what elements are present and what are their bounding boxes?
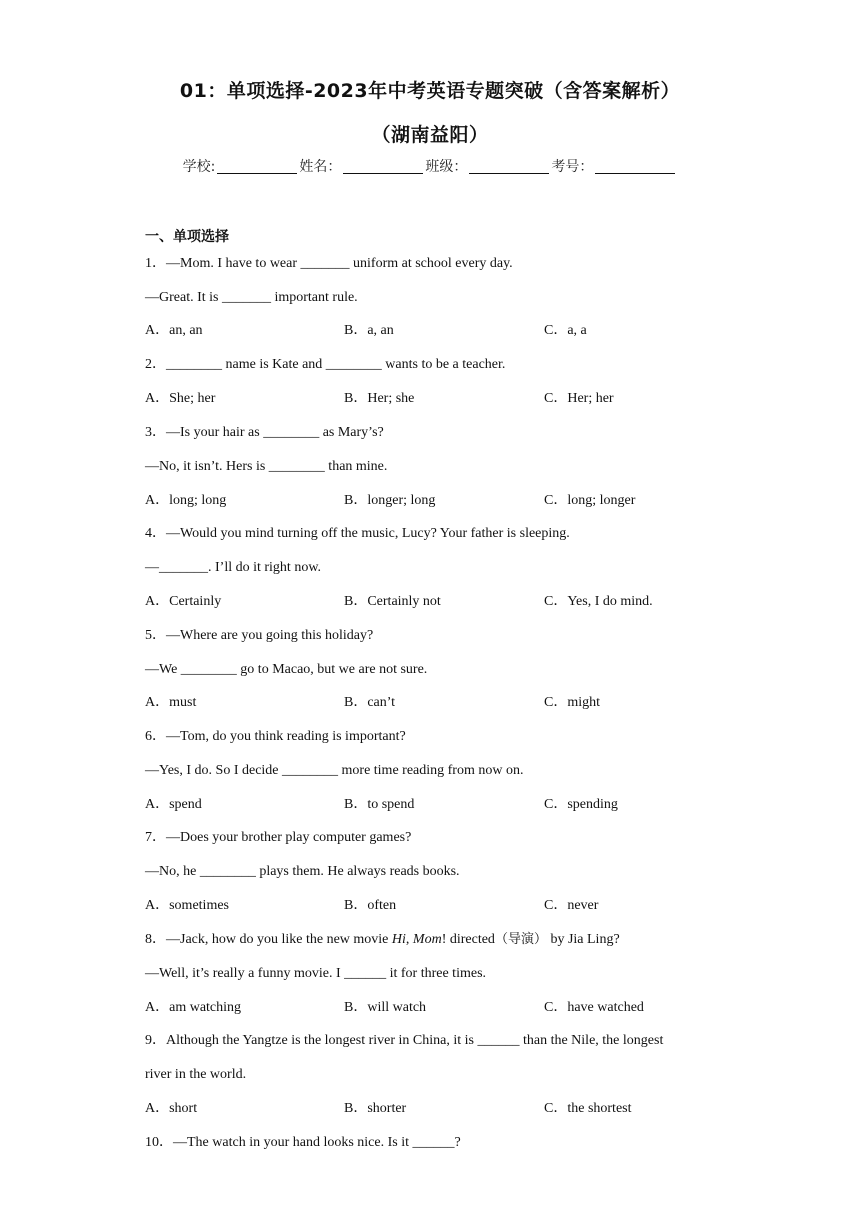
exam-no-label: 考号： [551, 159, 594, 175]
question-line: 1．—Mom. I have to wear _______ uniform at school every day. [145, 256, 513, 271]
option-a: A．sometimes [145, 898, 229, 913]
question-line: 9．Although the Yangtze is the longest river in China, it is ______ than the Nile, the longest [145, 1033, 664, 1048]
question-line: 7．—Does your brother play computer games? [145, 830, 412, 845]
movie-title-part: Mom [412, 932, 442, 947]
section-title: 一、单项选择 [145, 229, 229, 245]
option-c: C．a, a [544, 323, 587, 338]
option-b: B．a, an [344, 323, 394, 338]
option-b: B．often [344, 898, 397, 913]
question-line: —Great. It is _______ important rule. [145, 290, 358, 305]
option-c: C．Yes, I do mind. [544, 594, 653, 609]
page-subtitle: （湖南益阳） [371, 124, 489, 146]
option-c: C．the shortest [544, 1101, 632, 1116]
option-b: B．can’t [344, 695, 396, 710]
option-b: B．Her; she [344, 391, 415, 406]
school-label: 学校: [182, 159, 216, 175]
option-a: A．spend [145, 797, 202, 812]
q8-text-end: by Jia Ling? [546, 932, 620, 947]
exam-no-blank [595, 159, 675, 174]
class-label: 班级： [425, 159, 468, 175]
student-info-row [0, 156, 860, 176]
question-line: 2．________ name is Kate and ________ wants to be a teacher. [145, 357, 506, 372]
option-c: C．Her; her [544, 391, 614, 406]
option-b: B．Certainly not [344, 594, 441, 609]
option-a: A．She; her [145, 391, 216, 406]
question-line: 6．—Tom, do you think reading is important? [145, 729, 406, 744]
option-b: B．longer; long [344, 493, 436, 508]
option-a: A．Certainly [145, 594, 222, 609]
q8-note: （导演） [494, 932, 547, 947]
movie-title-part: Hi [391, 932, 406, 947]
option-c: C．long; longer [544, 493, 636, 508]
option-a: A．am watching [145, 1000, 242, 1015]
option-a: A．short [145, 1101, 198, 1116]
page-title: 01：单项选择-2023年中考英语专题突破（含答案解析） [179, 80, 681, 102]
option-c: C．might [544, 695, 601, 710]
question-line: 10．—The watch in your hand looks nice. Is it ______? [145, 1135, 461, 1150]
q8-text-before: 8．—Jack, how do you like the new movie [145, 932, 392, 947]
q8-text-after: ! directed [441, 932, 495, 947]
name-blank [343, 159, 423, 174]
option-c: C．spending [544, 797, 618, 812]
question-line: 5．—Where are you going this holiday? [145, 628, 374, 643]
option-a: A．long; long [145, 493, 227, 508]
option-b: B．shorter [344, 1101, 407, 1116]
option-b: B．to spend [344, 797, 415, 812]
question-line: —_______. I’ll do it right now. [145, 560, 322, 575]
option-a: A．an, an [145, 323, 203, 338]
option-c: C．have watched [544, 1000, 644, 1015]
question-line [145, 931, 620, 949]
option-a: A．must [145, 695, 197, 710]
question-line: —No, he ________ plays them. He always reads books. [145, 864, 460, 879]
name-label: 姓名： [299, 159, 342, 175]
question-line: —We ________ go to Macao, but we are not sure. [145, 662, 428, 677]
question-line: —Yes, I do. So I decide ________ more time reading from now on. [145, 763, 524, 778]
question-line: 3．—Is your hair as ________ as Mary’s? [145, 425, 384, 440]
question-line: 4．—Would you mind turning off the music, Lucy? Your father is sleeping. [145, 526, 570, 541]
question-line: —No, it isn’t. Hers is ________ than mine. [145, 459, 388, 474]
option-c: C．never [544, 898, 599, 913]
school-blank [217, 159, 297, 174]
q8-comma: , [405, 932, 413, 947]
question-line: river in the world. [145, 1067, 247, 1082]
option-b: B．will watch [344, 1000, 427, 1015]
question-line: —Well, it’s really a funny movie. I ______ it for three times. [145, 966, 487, 981]
class-blank [469, 159, 549, 174]
